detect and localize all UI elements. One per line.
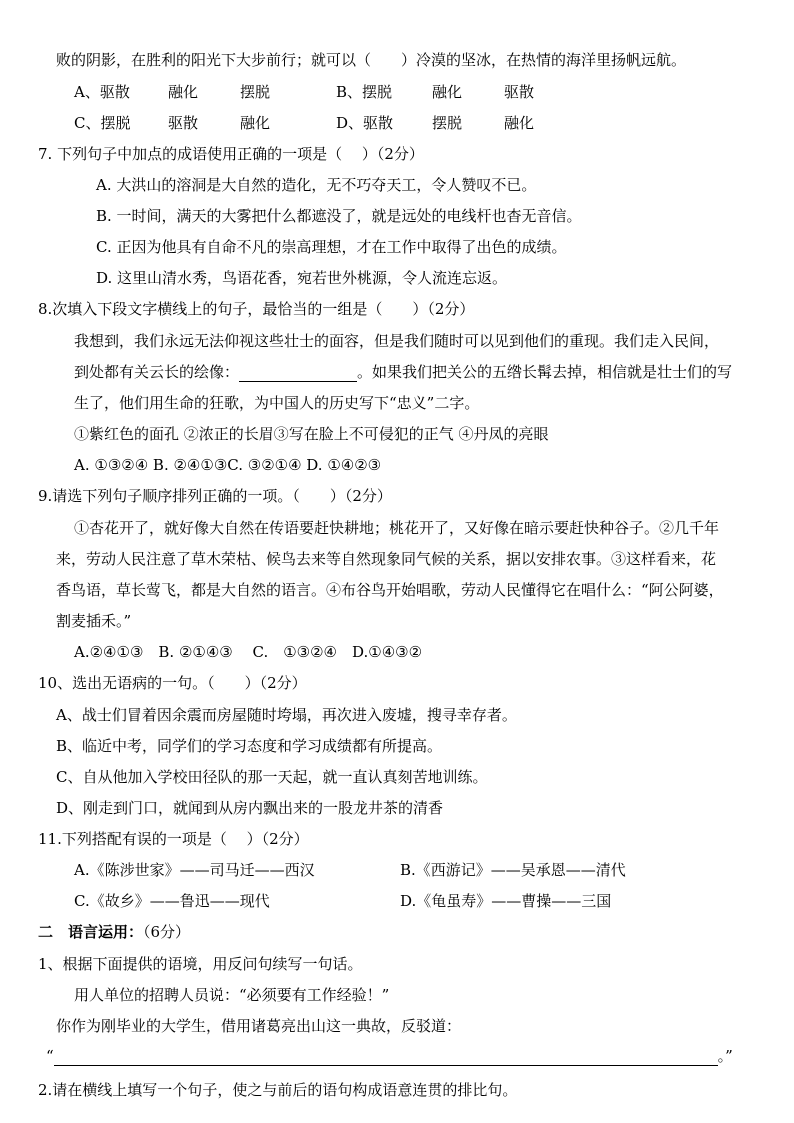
q7-option-c: C. 正因为他具有自命不凡的崇高理想，才在工作中取得了出色的成绩。 — [96, 238, 567, 256]
q6-option-d-word1: D、驱散 — [336, 114, 394, 132]
q6-continuation-text: 败的阴影，在胜利的阳光下大步前行；就可以（ ）冷漠的坚冰，在热情的海洋里扬帆远航。 — [56, 51, 687, 69]
q7-option-a: A. 大洪山的溶洞是大自然的造化，无不巧夺天工，令人赞叹不已。 — [96, 176, 537, 194]
q11-stem: 11.下列搭配有误的一项是（ ）（2分） — [38, 830, 309, 848]
q8-answer-blank[interactable] — [239, 365, 357, 382]
q6-option-b-word3: 驱散 — [504, 83, 535, 101]
q9-stem: 9.请选下列句子顺序排列正确的一项。（ ）（2分） — [38, 487, 392, 505]
q8-passage-line-3: 生了，他们用生命的狂歌，为中国人的历史写下“忠义”二字。 — [74, 394, 480, 412]
q8-stem: 8.次填入下段文字横线上的句子，最恰当的一组是（ ）（2分） — [38, 300, 475, 318]
q11-option-a: A.《陈涉世家》——司马迁——西汉 — [74, 861, 315, 879]
s2-q1-close-quote: 。” — [717, 1047, 733, 1065]
s2-q1-context: 用人单位的招聘人员说：“必须要有工作经验！” — [74, 986, 390, 1004]
s2-q1-answer-line — [46, 1046, 733, 1066]
section-2-heading — [38, 922, 190, 942]
q6-option-a-word2: 融化 — [168, 83, 199, 101]
s2-q1-open-quote: “ — [46, 1047, 54, 1065]
q6-option-a-word1: A、驱散 — [74, 83, 130, 101]
s2-q1-answer-blank[interactable] — [54, 1049, 718, 1066]
q6-option-a-word3: 摆脱 — [240, 83, 271, 101]
q7-option-d: D. 这里山清水秀，鸟语花香，宛若世外桃源，令人流连忘返。 — [96, 269, 508, 287]
q11-option-c: C.《故乡》——鲁迅——现代 — [74, 892, 270, 910]
q11-option-d: D.《龟虽寿》——曹操——三国 — [400, 892, 612, 910]
q6-option-d-word2: 摆脱 — [432, 114, 463, 132]
q9-passage-line-1: ①杏花开了，就好像大自然在传语要赶快耕地；桃花开了，又好像在暗示要赶快种谷子。②几千年 — [74, 519, 720, 537]
s2-q1-stem: 1、根据下面提供的语境，用反问句续写一句话。 — [38, 955, 363, 973]
q10-option-a: A、战士们冒着因余震而房屋随时垮塌，再次进入废墟，搜寻幸存者。 — [56, 706, 517, 724]
q11-option-b: B.《西游记》——吴承恩——清代 — [400, 861, 626, 879]
q8-passage-line-2 — [74, 362, 732, 382]
q9-options: A.②④①③ B. ②①④③ C. ①③②④ D.①④③② — [74, 643, 423, 661]
q8-passage-line-1: 我想到，我们永远无法仰视这些壮士的面容，但是我们随时可以见到他们的重现。我们走入民间， — [74, 332, 720, 350]
q10-stem: 10、选出无语病的一句。（ ）（2分） — [38, 674, 307, 692]
q10-option-b: B、临近中考，同学们的学习态度和学习成绩都有所提高。 — [56, 737, 443, 755]
q6-option-c-word2: 驱散 — [168, 114, 199, 132]
q6-option-c-word1: C、摆脱 — [74, 114, 131, 132]
section-2-title: 二 语言运用： — [38, 923, 144, 941]
q8-items: ①紫红色的面孔 ②浓正的长眉③写在脸上不可侵犯的正气 ④丹凤的亮眼 — [74, 425, 549, 443]
q8-passage-line-2b: 。如果我们把关公的五绺长髯去掉，相信就是壮士们的写 — [357, 363, 733, 381]
s2-q1-prompt: 你作为刚毕业的大学生，借用诸葛亮出山这一典故，反驳道： — [56, 1017, 462, 1035]
q8-options: A. ①③②④ B. ②④①③C. ③②①④ D. ①④②③ — [74, 456, 382, 474]
q10-option-c: C、自从他加入学校田径队的那一天起，就一直认真刻苦地训练。 — [56, 768, 488, 786]
q7-option-b: B. 一时间，满天的大雾把什么都遮没了，就是远处的电线杆也杳无音信。 — [96, 207, 582, 225]
q6-option-b-word1: B、摆脱 — [336, 83, 393, 101]
s2-q2-stem: 2.请在横线上填写一个句子，使之与前后的语句构成语意连贯的排比句。 — [38, 1081, 518, 1099]
q6-option-b-word2: 融化 — [432, 83, 463, 101]
q6-option-d-word3: 融化 — [504, 114, 535, 132]
section-2-score: （6分） — [143, 923, 191, 941]
q10-option-d: D、刚走到门口，就闻到从房内飘出来的一股龙井茶的清香 — [56, 799, 444, 817]
q9-passage-line-3: 香鸟语，草长莺飞，都是大自然的语言。④布谷鸟开始唱歌，劳动人民懂得它在唱什么：“阿公阿婆， — [56, 581, 724, 599]
q7-stem: 7. 下列句子中加点的成语使用正确的一项是（ ）（2分） — [38, 145, 424, 163]
q8-passage-line-2a: 到处都有关云长的绘像： — [74, 363, 240, 381]
q9-passage-line-4: 割麦插禾。” — [56, 612, 132, 630]
q6-option-c-word3: 融化 — [240, 114, 271, 132]
q9-passage-line-2: 来，劳动人民注意了草木荣枯、候鸟去来等自然现象同气候的关系，据以安排农事。③这样看来，花 — [56, 550, 717, 568]
